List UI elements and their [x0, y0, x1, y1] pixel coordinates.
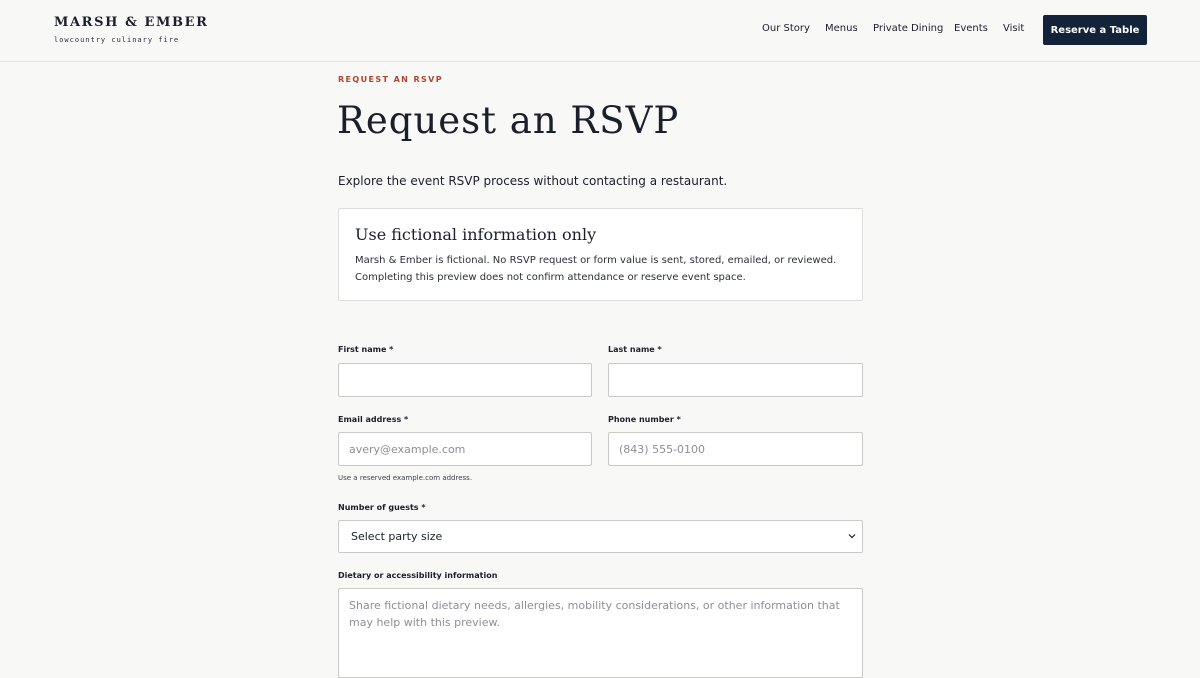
guests-select[interactable] — [338, 520, 863, 553]
page-title: Request an RSVP — [337, 99, 680, 142]
email-help-text: Use a reserved example.com address. — [338, 474, 473, 482]
brand-tagline: lowcountry culinary fire — [54, 36, 180, 44]
brand-name: MARSH & EMBER — [54, 15, 209, 30]
fictional-notice — [338, 208, 863, 301]
guests-label: Number of guests * — [338, 503, 426, 512]
page-intro: Explore the event RSVP process without contacting a restaurant. — [338, 174, 728, 188]
page-eyebrow: REQUEST AN RSVP — [338, 75, 444, 84]
nav-visit[interactable]: Visit — [1003, 23, 1025, 34]
site-header — [0, 0, 1200, 62]
first-name-input[interactable] — [338, 363, 592, 397]
nav-private-dining[interactable]: Private Dining — [873, 23, 944, 34]
email-input[interactable] — [338, 432, 592, 466]
nav-events[interactable]: Events — [954, 23, 988, 34]
notice-body: Marsh & Ember is fictional. No RSVP request or form value is sent, stored, emailed, or reviewed. Completing this preview does not confirm attendance or reserve event space. — [355, 255, 837, 283]
last-name-label: Last name * — [608, 345, 662, 354]
chevron-down-icon — [847, 531, 857, 541]
email-label: Email address * — [338, 415, 409, 424]
first-name-label: First name * — [338, 345, 394, 354]
brand-logo[interactable] — [54, 15, 209, 44]
phone-label: Phone number * — [608, 415, 681, 424]
dietary-label: Dietary or accessibility information — [338, 571, 498, 580]
phone-input[interactable] — [608, 432, 863, 466]
nav-our-story[interactable]: Our Story — [762, 23, 810, 34]
notice-heading: Use fictional information only — [355, 225, 597, 244]
last-name-input[interactable] — [608, 363, 863, 397]
reserve-table-button[interactable]: Reserve a Table — [1043, 15, 1147, 45]
nav-menus[interactable]: Menus — [825, 23, 858, 34]
guests-selected-value: Select party size — [351, 530, 443, 543]
dietary-textarea[interactable] — [338, 588, 863, 678]
